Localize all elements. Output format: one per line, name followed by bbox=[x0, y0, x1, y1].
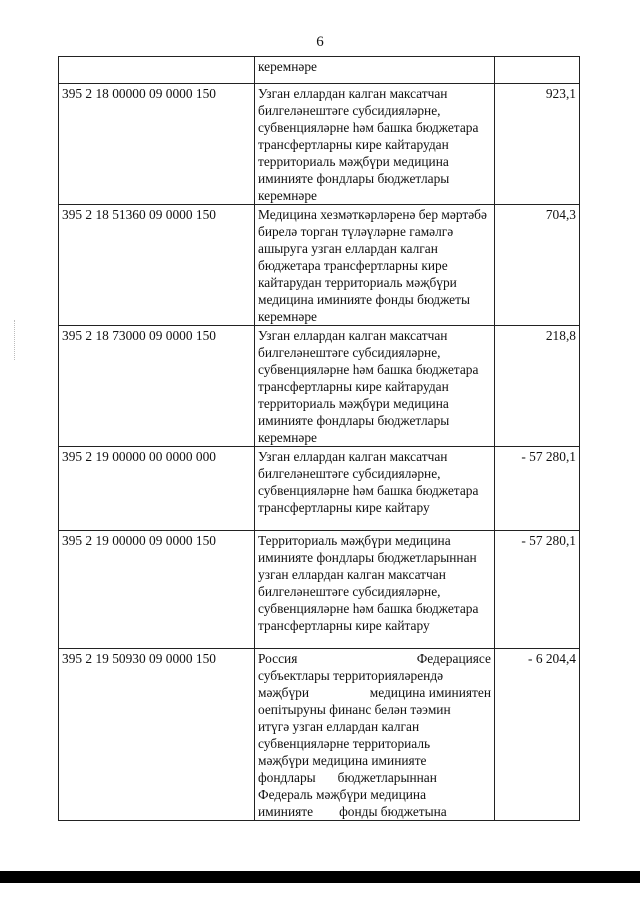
row-amount: - 57 280,1 bbox=[495, 447, 580, 531]
revenue-table bbox=[58, 56, 580, 821]
row-amount: 704,3 bbox=[495, 205, 580, 326]
row-description: Узган еллардан калган максатчан билгеләнештәге субсидияләрне, субвенцияләрне һәм башка бюджетара трансфертларны кире кайтарудан территориаль мәҗбүри медицина иминияте фондлары бюджетлары керемнәре bbox=[255, 326, 495, 447]
row-description: Территориаль мәҗбүри медицина иминияте фондлары бюджетларыннан узган еллардан калган максатчан билгеләнештәге субсидияләрне, субвенцияләрне һәм башка бюджетара трансфертларны кире кайтару bbox=[255, 531, 495, 649]
text-line: фондлары bbox=[258, 770, 316, 785]
row-code bbox=[59, 57, 255, 84]
table-row bbox=[59, 447, 580, 531]
text-line: мәҗбүри медицина иминияте bbox=[258, 753, 427, 768]
row-code: 395 2 19 00000 00 0000 000 bbox=[59, 447, 255, 531]
text-line: фонды бюджетына bbox=[339, 804, 447, 819]
text-line: итүгә узган еллардан калган bbox=[258, 719, 420, 734]
row-amount: - 57 280,1 bbox=[495, 531, 580, 649]
text-line: мәҗбүри bbox=[258, 685, 310, 700]
row-code: 395 2 18 73000 09 0000 150 bbox=[59, 326, 255, 447]
row-amount bbox=[495, 57, 580, 84]
table-row bbox=[59, 326, 580, 447]
text-line: субъектлары территорияләрендә bbox=[258, 668, 444, 683]
row-code: 395 2 18 51360 09 0000 150 bbox=[59, 205, 255, 326]
text-line: иминияте bbox=[258, 804, 314, 819]
text-line: бюджетларыннан bbox=[337, 770, 437, 785]
text-line: оепітыруны финанс белән тәэмин bbox=[258, 702, 451, 717]
row-description: Узган еллардан калган максатчан билгеләнештәге субсидияләрне, субвенцияләрне һәм башка бюджетара трансфертларны кире кайтару bbox=[255, 447, 495, 531]
row-code: 395 2 19 00000 09 0000 150 bbox=[59, 531, 255, 649]
row-amount: - 6 204,4 bbox=[495, 649, 580, 821]
row-code: 395 2 18 00000 09 0000 150 bbox=[59, 84, 255, 205]
table-row bbox=[59, 84, 580, 205]
text-line: медицина иминиятен bbox=[369, 685, 491, 700]
table-row bbox=[59, 57, 580, 84]
row-amount: 923,1 bbox=[495, 84, 580, 205]
row-description bbox=[255, 649, 495, 821]
row-description: керемнәре bbox=[255, 57, 495, 84]
page-number: 6 bbox=[316, 34, 324, 50]
row-code: 395 2 19 50930 09 0000 150 bbox=[59, 649, 255, 821]
row-description: Медицина хезмәткәрләренә бер мәртәбә бирелә торган түләүләрне гамәлгә ашыруга узган еллардан калган бюджетара трансфертларны кире кайтарудан территориаль мәҗбүри медицина иминияте фонды бюджеты керемнәре bbox=[255, 205, 495, 326]
text-line: субвенцияләрне территориаль bbox=[258, 736, 431, 751]
table-row bbox=[59, 205, 580, 326]
text-line: Федерациясе bbox=[416, 651, 491, 666]
scan-artifact bbox=[14, 320, 16, 360]
text-line: Федераль мәҗбүри медицина bbox=[258, 787, 427, 802]
text-line: Россия bbox=[258, 651, 298, 666]
row-amount: 218,8 bbox=[495, 326, 580, 447]
table-row bbox=[59, 649, 580, 821]
scan-border-bar bbox=[0, 871, 640, 883]
row-description: Узган еллардан калган максатчан билгеләнештәге субсидияләрне, субвенцияләрне һәм башка бюджетара трансфертларны кире кайтарудан территориаль мәҗбүри медицина иминияте фондлары бюджетлары керемнәре bbox=[255, 84, 495, 205]
table-row bbox=[59, 531, 580, 649]
